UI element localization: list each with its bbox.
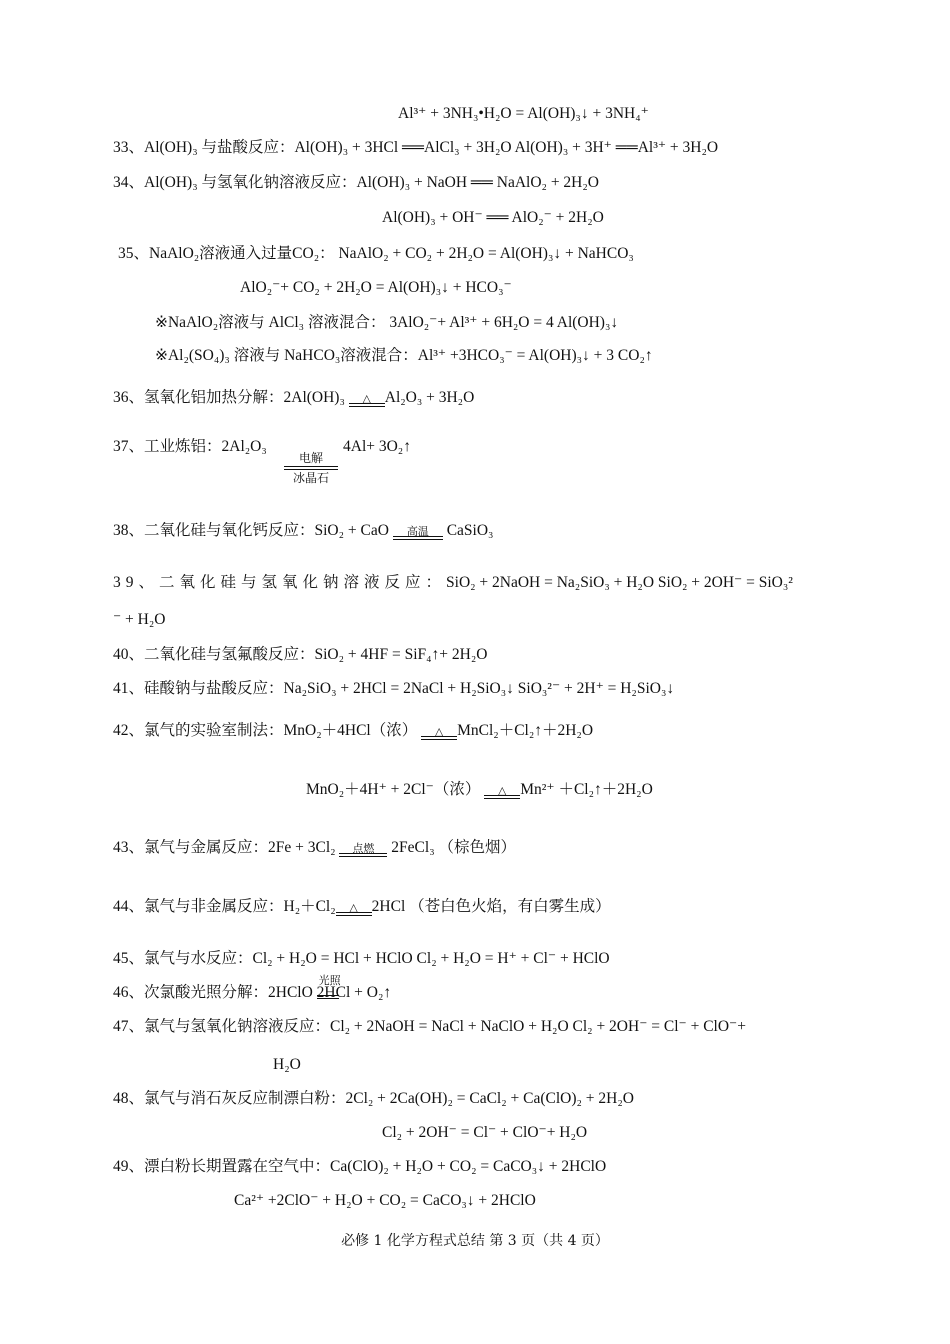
equation-line-34b: Al(OH)₃ + OH⁻ ══ AlO₂⁻ + 2H₂O: [382, 209, 604, 226]
equation-line-42: [113, 721, 593, 741]
equation-text: 2HCl （苍白色火焰，有白雾生成）: [371, 898, 611, 915]
equation-text: 42、氯气的实验室制法：MnO₂＋4HCl（浓）: [113, 722, 418, 739]
heat-symbol: △: [497, 785, 507, 797]
equation-line-46: [113, 975, 392, 1003]
equation-line-49b: Ca²⁺ +2ClO⁻ + H₂O + CO₂ = CaCO₃↓ + 2HClO: [234, 1192, 536, 1209]
equation-text: MnO₂＋4H⁺ + 2Cl⁻（浓）: [306, 781, 481, 798]
equation-line-39b: ⁻ + H₂O: [113, 611, 166, 628]
condition-top: 电解: [298, 451, 323, 465]
equation-line-35d: ※Al₂(SO₄)₃ 溶液与 NaHCO₃溶液混合：Al³⁺ +3HCO₃⁻ = Al(OH)₃↓ + 3 CO₂↑: [155, 347, 653, 364]
equation-line-38: [113, 521, 493, 541]
equation-text: SiO₂ + 2NaOH = Na₂SiO₃ + H₂O SiO₂ + 2OH⁻ = SiO₃²: [446, 574, 793, 591]
equation-text: 36、氢氧化铝加热分解：2Al(OH)₃: [113, 389, 345, 406]
equation-line-49: 49、漂白粉长期置露在空气中：Ca(ClO)₂ + H₂O + CO₂ = CaCO₃↓ + 2HClO: [113, 1158, 607, 1175]
heat-symbol: △: [362, 393, 371, 405]
condition-top: 点燃: [352, 843, 375, 855]
equation-text: 46、次氯酸光照分解：2HClO: [113, 984, 313, 1001]
equation-text: 2FeCl₃ （棕色烟）: [391, 839, 516, 856]
equation-line-34: 34、Al(OH)₃ 与氢氧化钠溶液反应：Al(OH)₃ + NaOH ══ NaAlO₂ + 2H₂O: [113, 174, 599, 191]
equation-line-48b: Cl₂ + 2OH⁻ = Cl⁻ + ClO⁻+ H₂O: [382, 1124, 588, 1141]
equation-text: 39、二氧化硅与氢氧化钠溶液反应：: [113, 574, 447, 591]
electrolysis-condition: [284, 451, 338, 485]
equation-line-41: 41、硅酸钠与盐酸反应：Na₂SiO₃ + 2HCl = 2NaCl + H₂SiO₃↓ SiO₃²⁻ + 2H⁺ = H₂SiO₃↓: [113, 680, 675, 697]
equation-line-42b: [306, 780, 653, 800]
equation-line-35c: ※NaAlO₂溶液与 AlCl₃ 溶液混合： 3AlO₂⁻+ Al³⁺ + 6H₂O = 4 Al(OH)₃↓: [155, 314, 619, 331]
equation-text: 37、工业炼铝：2Al₂O₃: [113, 438, 267, 455]
equation-line-47b: H₂O: [273, 1056, 301, 1073]
equation-line-44: [113, 897, 611, 917]
heat-condition: [349, 393, 385, 407]
equation-text: 44、氯气与非金属反应：H₂＋Cl₂: [113, 898, 336, 915]
heat-symbol: △: [349, 902, 358, 914]
equation-line-35: 35、NaAlO₂溶液通入过量CO₂： NaAlO₂ + CO₂ + 2H₂O = Al(OH)₃↓ + NaHCO₃: [118, 245, 634, 262]
equation-line-47: 47、氯气与氢氧化钠溶液反应：Cl₂ + 2NaOH = NaCl + NaClO + H₂O Cl₂ + 2OH⁻ = Cl⁻ + ClO⁻+: [113, 1018, 746, 1035]
equation-text: 38、二氧化硅与氧化钙反应：SiO₂ + CaO: [113, 522, 389, 539]
heat-condition: [336, 902, 372, 916]
condition-top: 高温: [406, 526, 429, 538]
equals-bar: [284, 466, 338, 470]
equation-text: Al₂O₃ + 3H₂O: [384, 389, 475, 406]
equation-text: 43、氯气与金属反应：2Fe + 3Cl₂: [113, 839, 336, 856]
equation-line-43: [113, 838, 516, 858]
page-footer: 必修 1 化学方程式总结 第 3 页（共 4 页）: [341, 1233, 609, 1249]
equation-line-33: 33、Al(OH)₃ 与盐酸反应：Al(OH)₃ + 3HCl ══AlCl₃ + 3H₂O Al(OH)₃ + 3H⁺ ══Al³⁺ + 3H₂O: [113, 139, 719, 156]
light-condition: [316, 975, 392, 1003]
equation-line-36: [113, 388, 474, 408]
heat-condition: [484, 785, 520, 799]
equation-line-35b: AlO₂⁻+ CO₂ + 2H₂O = Al(OH)₃↓ + HCO₃⁻: [240, 279, 512, 296]
heat-symbol: △: [434, 726, 444, 738]
equation-text: CaSiO₃: [446, 522, 494, 539]
equation-line-45: 45、氯气与水反应：Cl₂ + H₂O = HCl + HClO Cl₂ + H₂O = H⁺ + Cl⁻ + HClO: [113, 950, 610, 967]
equation-text: MnCl₂＋Cl₂↑＋2H₂O: [457, 722, 594, 739]
equation-line-37: [113, 437, 267, 457]
equation-line-39: [113, 573, 793, 593]
equation-text: 4Al+ 3O₂↑: [343, 438, 411, 455]
equals-bar: [317, 995, 339, 999]
high-temp-condition: [393, 526, 443, 540]
equation-text: 2HCl + O₂↑: [316, 984, 392, 1001]
ignite-condition: [339, 843, 387, 857]
equation-line: Al³⁺ + 3NH₃•H₂O = Al(OH)₃↓ + 3NH₄⁺: [398, 105, 649, 122]
equation-line-48: 48、氯气与消石灰反应制漂白粉：2Cl₂ + 2Ca(OH)₂ = CaCl₂ + Ca(ClO)₂ + 2H₂O: [113, 1090, 634, 1107]
condition-top: 光照: [318, 975, 341, 987]
equation-line-40: 40、二氧化硅与氢氟酸反应：SiO₂ + 4HF = SiF₄↑+ 2H₂O: [113, 646, 488, 663]
equation-text: Mn²⁺ ＋Cl₂↑＋2H₂O: [520, 781, 653, 798]
heat-condition: [421, 726, 457, 740]
condition-bottom: 冰晶石: [292, 471, 329, 485]
